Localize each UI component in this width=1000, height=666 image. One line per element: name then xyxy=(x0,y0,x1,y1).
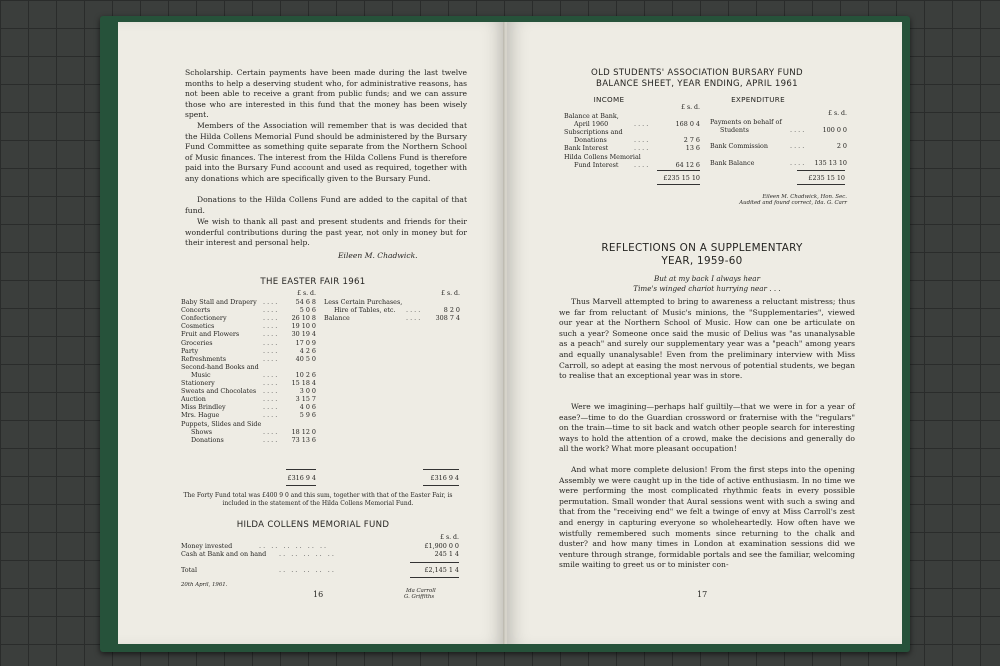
paragraph-thanks: We wish to thank all past and present students and friends for their wonderful contributions during the past year, not only in money but for their interest and personal help. xyxy=(185,217,467,248)
left-page xyxy=(118,22,505,644)
table-row xyxy=(564,161,700,169)
row-label: Concerts xyxy=(181,306,211,315)
leader-dots: . . . . xyxy=(634,120,649,129)
total-rule xyxy=(286,485,316,486)
row-label: Stationery xyxy=(181,379,215,388)
table-row xyxy=(181,403,316,411)
row-amount: 40 5 0 xyxy=(295,354,316,363)
row-amount: 30 19 4 xyxy=(291,330,316,339)
row-amount: 5 0 6 xyxy=(299,306,316,315)
page-number: 17 xyxy=(697,590,708,599)
row-label: Money invested xyxy=(181,542,233,551)
table-row xyxy=(181,371,316,379)
row-amount: 4 2 6 xyxy=(299,346,316,355)
row-label: Fruit and Flowers xyxy=(181,330,240,339)
table-row xyxy=(181,379,316,387)
leader-dots: . . . . . . . . . . . . xyxy=(259,542,327,551)
easter-fair-expense-table xyxy=(324,290,460,322)
reflections-title-line: YEAR, 1959-60 xyxy=(661,255,743,267)
table-row xyxy=(710,134,847,142)
row-amount: 3 0 0 xyxy=(299,387,316,396)
row-amount: 17 0 9 xyxy=(295,338,316,347)
table-row xyxy=(181,322,316,330)
row-amount: 64 12 6 xyxy=(675,160,700,169)
total-rule xyxy=(286,469,316,470)
leader-dots: . . . . . . . . . . xyxy=(279,566,334,574)
currency-header: £ s. d. xyxy=(828,110,847,117)
leader-dots: . . . . xyxy=(790,142,805,151)
total-rule xyxy=(423,485,459,486)
table-row xyxy=(181,314,316,322)
leader-dots: . . . . xyxy=(263,379,278,388)
row-amount: 26 10 8 xyxy=(291,314,316,323)
row-label: Payments on behalf of xyxy=(710,118,782,127)
leader-dots: . . . . xyxy=(263,403,278,412)
row-label: Refreshments xyxy=(181,354,226,363)
right-page xyxy=(507,22,902,644)
row-label: Fund Interest xyxy=(574,160,619,169)
row-label: Sweats and Chocolates xyxy=(181,387,257,396)
row-label: Hilda Collens Memorial xyxy=(564,152,641,161)
currency-header: £ s. d. xyxy=(441,290,460,297)
row-label: Cosmetics xyxy=(181,322,215,331)
leader-dots: . . . . xyxy=(263,346,278,355)
paragraph-scholarship: Scholarship. Certain payments have been made during the last twelve months to help a deserving student who, for administrative reasons, has not been able to receive a grant from public funds; and we can assure those who are interested in this fund that the money has been wisely spent. xyxy=(185,68,467,120)
row-amount: 18 12 0 xyxy=(291,427,316,436)
reflections-paragraph-1: Thus Marvell attempted to bring to awareness a reluctant mistress; thus we far from reluctant of Music's minions, the "Supplementaries", viewed our year at the Northern School of Music. How can one be articulate on such a year? Someone once said the music of Delius was "as unanalysable as a peach" and surely our supplementary year was a "peach" among years and equally unanalysable! Even from the preliminary interview with Miss Carroll, so adept at easing the most nervous of potential students, we began to realise that an exceptional year was in store. xyxy=(559,297,855,381)
reflections-title-line: REFLECTIONS ON A SUPPLEMENTARY xyxy=(601,242,803,254)
expenditure-total: £235 15 10 xyxy=(808,174,845,182)
bursary-title-line: OLD STUDENTS' ASSOCIATION BURSARY FUND xyxy=(591,68,803,78)
total-rule xyxy=(423,469,459,470)
leader-dots: . . . . xyxy=(790,126,805,135)
page-number: 16 xyxy=(313,590,324,599)
total-rule xyxy=(797,170,845,171)
leader-dots: . . . . xyxy=(263,330,278,339)
row-amount: 2 0 xyxy=(836,142,847,151)
table-row xyxy=(324,314,460,322)
row-label: Bank Interest xyxy=(564,144,609,153)
table-row xyxy=(181,339,316,347)
leader-dots: . . . . xyxy=(263,435,278,444)
quote-line: Time's winged chariot hurrying near . . . xyxy=(633,283,781,293)
leader-dots: . . . . xyxy=(790,158,805,167)
table-row xyxy=(324,298,460,306)
table-row xyxy=(564,136,700,144)
bursary-title xyxy=(547,68,847,90)
leader-dots: . . . . . . . . . . xyxy=(279,550,334,559)
leader-dots: . . . . xyxy=(634,136,649,145)
row-label: Cash at Bank and on hand xyxy=(181,550,267,559)
reflections-paragraph-2: Were we imagining—perhaps half guiltily—that we were in for a year of ease?—time to do the Guardian crossword or fraternise with the "regulars" on the train—time to sit back and watch other people search for interesting ways to hold the attention of a crowd, make the decisions and generally do all the work? What more pleasant occupation! xyxy=(559,402,855,454)
total-rule xyxy=(410,562,459,563)
signatory: Ida Carroll xyxy=(406,588,436,594)
table-row xyxy=(181,428,316,436)
table-row xyxy=(710,159,847,167)
total-rule xyxy=(410,577,459,578)
row-amount: 13 6 xyxy=(685,144,700,153)
row-label: Hire of Tables, etc. xyxy=(334,306,396,315)
leader-dots: . . . . xyxy=(263,411,278,420)
table-row xyxy=(710,126,847,134)
table-row xyxy=(710,150,847,158)
table-row xyxy=(710,118,847,126)
table-row xyxy=(181,330,316,338)
row-label: Donations xyxy=(574,136,607,145)
easter-fair-title: THE EASTER FAIR 1961 xyxy=(260,277,366,287)
row-label: Balance at Bank, xyxy=(564,112,619,121)
table-row xyxy=(564,144,700,152)
income-header: INCOME xyxy=(593,95,625,104)
table-row xyxy=(181,420,316,428)
row-label: Party xyxy=(181,346,199,355)
row-label: Donations xyxy=(191,435,224,444)
income-total: £235 15 10 xyxy=(663,174,700,182)
table-row xyxy=(181,395,316,403)
leader-dots: . . . . xyxy=(406,306,421,315)
row-amount: 54 6 8 xyxy=(295,298,316,307)
row-label: Students xyxy=(720,126,749,135)
table-row xyxy=(181,355,316,363)
row-amount: 10 2 6 xyxy=(295,370,316,379)
income-table xyxy=(564,104,700,169)
leader-dots: . . . . xyxy=(263,298,278,307)
fair-total-left: £316 9 4 xyxy=(287,474,316,482)
leader-dots: . . . . xyxy=(263,314,278,323)
row-label: Baby Stall and Drapery xyxy=(181,298,257,307)
row-label: Music xyxy=(191,370,211,379)
table-row xyxy=(564,153,700,161)
row-label: Balance xyxy=(324,314,350,323)
leader-dots: . . . . xyxy=(263,338,278,347)
table-row xyxy=(181,436,316,444)
table-row xyxy=(181,298,316,306)
row-label: Subscriptions and xyxy=(564,128,623,137)
table-row xyxy=(181,306,316,314)
row-label: Auction xyxy=(181,395,206,404)
leader-dots: . . . . xyxy=(263,370,278,379)
row-label: April 1960 xyxy=(574,120,609,129)
paragraph-donations: Donations to the Hilda Collens Fund are added to the capital of that fund. xyxy=(185,195,467,215)
row-label: Second-hand Books and xyxy=(181,362,259,371)
row-label: Puppets, Slides and Side xyxy=(181,419,262,428)
row-label: Confectionery xyxy=(181,314,227,323)
row-amount: 3 15 7 xyxy=(295,395,316,404)
row-amount: 245 1 4 xyxy=(434,550,459,559)
total-label: Total xyxy=(181,566,198,574)
leader-dots: . . . . xyxy=(263,322,278,331)
quote-line: But at my back I always hear xyxy=(653,274,761,283)
marvell-quote xyxy=(567,274,847,293)
fund-date: 20th April, 1961. xyxy=(181,582,228,588)
table-row xyxy=(564,112,700,120)
signatory: G. Griffiths xyxy=(404,594,435,600)
leader-dots: . . . . xyxy=(263,354,278,363)
row-amount: 19 10 0 xyxy=(291,322,316,331)
table-row xyxy=(181,363,316,371)
row-label: Less Certain Purchases, xyxy=(324,298,403,307)
row-amount: 2 7 6 xyxy=(683,136,700,145)
total-rule xyxy=(797,184,845,185)
leader-dots: . . . . xyxy=(263,387,278,396)
table-row xyxy=(181,542,459,550)
row-label: Mrs. Hague xyxy=(181,411,220,420)
leader-dots: . . . . xyxy=(263,306,278,315)
forty-fund-note: The Forty Fund total was £400 9 0 and this sum, together with that of the Easter Fair, is included in the statement of the Hilda Collens Memorial Fund. xyxy=(183,492,453,507)
hilda-fund-table xyxy=(181,534,459,558)
leader-dots: . . . . xyxy=(263,395,278,404)
signature-line: Audited and found correct, Ida. G. Carr xyxy=(739,200,847,207)
row-amount: £1,900 0 0 xyxy=(424,542,459,551)
row-amount: 100 0 0 xyxy=(822,126,847,135)
bursary-title-line: BALANCE SHEET, YEAR ENDING, APRIL 1961 xyxy=(596,79,798,89)
fair-total-right: £316 9 4 xyxy=(430,474,459,482)
row-label: Bank Balance xyxy=(710,158,755,167)
row-label: Groceries xyxy=(181,338,213,347)
row-label: Shows xyxy=(191,427,213,436)
leader-dots: . . . . xyxy=(634,160,649,169)
row-amount: 135 13 10 xyxy=(814,158,847,167)
leader-dots: . . . . xyxy=(263,427,278,436)
table-row xyxy=(181,387,316,395)
table-row xyxy=(564,128,700,136)
currency-header: £ s. d. xyxy=(440,534,459,541)
signature: Eileen M. Chadwick. xyxy=(338,251,418,260)
leader-dots: . . . . xyxy=(634,144,649,153)
total-amount: £2,145 1 4 xyxy=(424,566,459,574)
row-amount: 308 7 4 xyxy=(435,314,460,323)
hilda-fund-title: HILDA COLLENS MEMORIAL FUND xyxy=(236,520,390,530)
table-row xyxy=(181,347,316,355)
table-row xyxy=(564,120,700,128)
row-label: Miss Brindley xyxy=(181,403,226,412)
table-row xyxy=(710,142,847,150)
total-rule xyxy=(657,170,700,171)
signature-line: Eileen M. Chadwick, Hon. Sec. xyxy=(762,194,847,200)
hilda-fund-total xyxy=(181,566,459,574)
row-amount: 73 13 6 xyxy=(291,435,316,444)
paragraph-members: Members of the Association will remember that is was decided that the Hilda Collens Memorial Fund should be administered by the Bursary Fund Committee as something quite separate from the Northern School of Music finances. The interest from the Hilda Collens Fund is therefore paid into the Bursary Fund account and used as required, together with any donations which are specifically given to the Bursary Fund. xyxy=(185,121,467,183)
expenditure-header: EXPENDITURE xyxy=(731,95,785,104)
row-amount: 5 9 6 xyxy=(299,411,316,420)
table-row xyxy=(181,550,459,558)
total-rule xyxy=(657,184,700,185)
table-row xyxy=(324,306,460,314)
reflections-title xyxy=(537,242,867,268)
row-amount: 15 18 4 xyxy=(291,379,316,388)
currency-header: £ s. d. xyxy=(297,290,316,297)
easter-fair-income-table xyxy=(181,290,316,444)
expenditure-table xyxy=(710,110,847,167)
row-amount: 8 2 0 xyxy=(443,306,460,315)
reflections-paragraph-3: And what more complete delusion! From the first steps into the opening Assembly we were caught up in the tide of active enthusiasm. In no time we were performing the most complicated rhythmic feats in every possible permutation. Small wonder that Aural sessions went with such a swing and that from the "receiving end" we felt a twinge of envy at Miss Carroll's zest and energy in capturing everyone so wholeheartedly. How often have we wistfully remembered such moments since returning to the chalk and duster? and how many times in London at examination sessions did we venture through strange, formidable portals and see the familiar, welcoming smile waiting to greet us or to minister con- xyxy=(559,465,855,570)
table-row xyxy=(181,411,316,419)
bursary-signature xyxy=(707,194,847,207)
row-label: Bank Commission xyxy=(710,142,768,151)
row-amount: 168 0 4 xyxy=(675,120,700,129)
currency-header: £ s. d. xyxy=(681,104,700,111)
row-amount: 4 0 6 xyxy=(299,403,316,412)
leader-dots: . . . . xyxy=(406,314,421,323)
